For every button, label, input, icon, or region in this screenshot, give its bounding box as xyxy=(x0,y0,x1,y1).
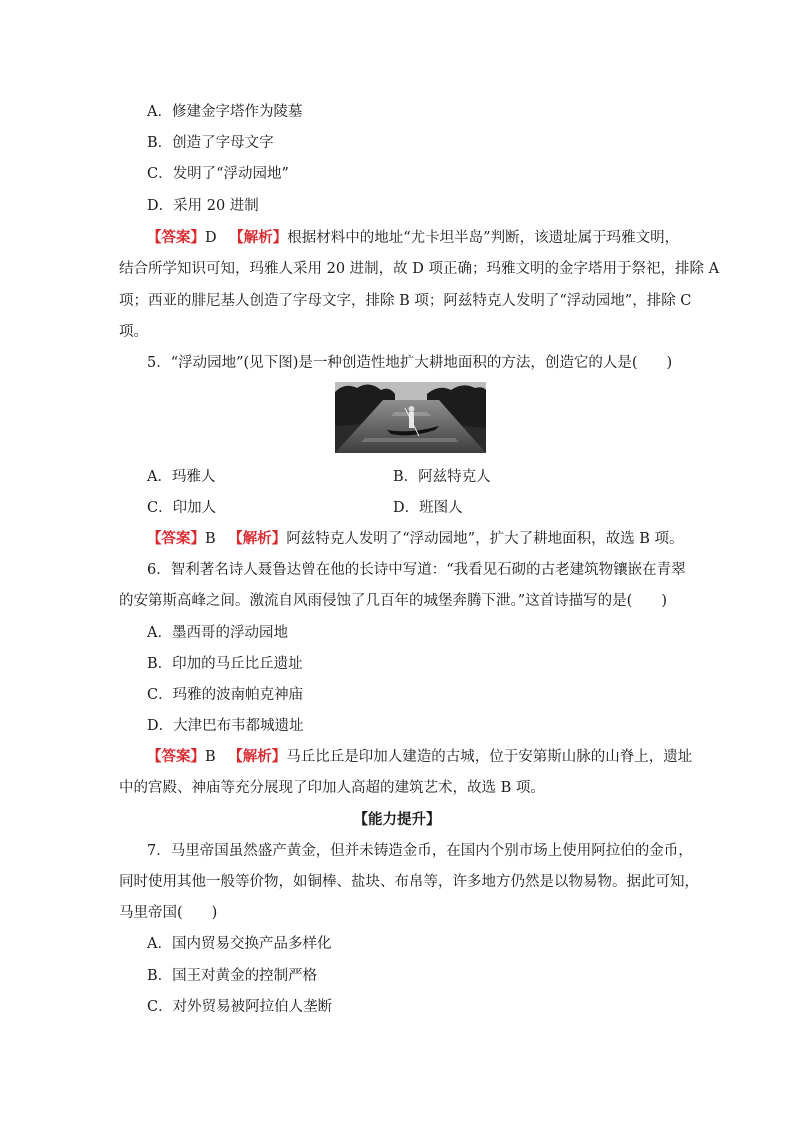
q5-option-a: A．玛雅人 xyxy=(147,469,216,485)
q6-analysis-line-2: 中的宫殿、神庙等充分展现了印加人高超的建筑艺术，故选 B 项。 xyxy=(119,780,545,796)
q6-option-c: C．玛雅的波南帕克神庙 xyxy=(147,687,304,703)
q4-option-b: B．创造了字母文字 xyxy=(147,135,274,151)
q4-answer-line xyxy=(147,228,679,248)
q7-stem-line-3: 马里帝国( ) xyxy=(119,905,218,921)
q5-option-d: D．班图人 xyxy=(393,500,463,516)
analysis-text: 马丘比丘是印加人建造的古城，位于安第斯山脉的山脊上，遗址 xyxy=(286,749,693,765)
q5-option-c: C．印加人 xyxy=(147,500,217,516)
floating-garden-image xyxy=(335,382,486,453)
q6-option-b: B．印加的马丘比丘遗址 xyxy=(147,656,303,672)
q7-stem-line-2: 同时使用其他一般等价物，如铜棒、盐块、布帛等，许多地方仍然是以物易物。据此可知， xyxy=(119,874,699,890)
answer-tag: 【答案】 xyxy=(147,530,205,547)
floating-garden-photo xyxy=(335,382,486,453)
q6-option-d: D．大津巴布韦都城遗址 xyxy=(147,718,304,734)
q5-option-b: B．阿兹特克人 xyxy=(393,469,491,485)
q4-option-c: C．发明了“浮动园地” xyxy=(147,166,289,182)
answer-value: D xyxy=(205,230,217,246)
q4-option-a: A．修建金字塔作为陵墓 xyxy=(147,104,303,120)
q7-option-b: B．国王对黄金的控制严格 xyxy=(147,968,318,984)
q4-option-d: D．采用 20 进制 xyxy=(147,198,259,214)
analysis-tag: 【解析】 xyxy=(229,229,288,246)
analysis-text: 根据材料中的地址“尤卡坦半岛”判断，该遗址属于玛雅文明， xyxy=(287,230,680,246)
q7-stem-line-1: 7．马里帝国虽然盛产黄金，但并未铸造金币，在国内个别市场上使用阿拉伯的金币， xyxy=(147,843,693,859)
q5-answer-line xyxy=(147,529,683,549)
q4-analysis-line-4: 项。 xyxy=(119,324,148,340)
answer-value: B xyxy=(205,749,216,765)
section-title: 【能力提升】 xyxy=(353,811,441,828)
answer-tag: 【答案】 xyxy=(147,748,205,765)
q5-stem: 5．“浮动园地”(见下图)是一种创造性地扩大耕地面积的方法，创造它的人是( ) xyxy=(147,355,673,371)
answer-value: B xyxy=(205,531,216,547)
q7-option-c: C．对外贸易被阿拉伯人垄断 xyxy=(147,999,333,1015)
analysis-text: 阿兹特克人发明了“浮动园地”，扩大了耕地面积，故选 B 项。 xyxy=(286,531,684,547)
q6-stem-line-2: 的安第斯高峰之间。激流自风雨侵蚀了几百年的城堡奔腾下泄。”这首诗描写的是( ) xyxy=(119,593,667,609)
q6-option-a: A．墨西哥的浮动园地 xyxy=(147,625,288,641)
answer-tag: 【答案】 xyxy=(147,229,205,246)
q4-analysis-line-2: 结合所学知识可知，玛雅人采用 20 进制，故 D 项正确；玛雅文明的金字塔用于祭祀，排除 A xyxy=(119,261,720,277)
q6-stem-line-1: 6．智利著名诗人聂鲁达曾在他的长诗中写道：“我看见石砌的古老建筑物镶嵌在青翠 xyxy=(147,562,686,578)
analysis-tag: 【解析】 xyxy=(228,748,287,765)
q6-answer-line xyxy=(147,747,692,767)
analysis-tag: 【解析】 xyxy=(228,530,287,547)
q4-analysis-line-3: 项；西亚的腓尼基人创造了字母文字，排除 B 项；阿兹特克人发明了“浮动园地”，排除 C xyxy=(119,293,692,309)
q7-option-a: A．国内贸易交换产品多样化 xyxy=(147,936,332,952)
